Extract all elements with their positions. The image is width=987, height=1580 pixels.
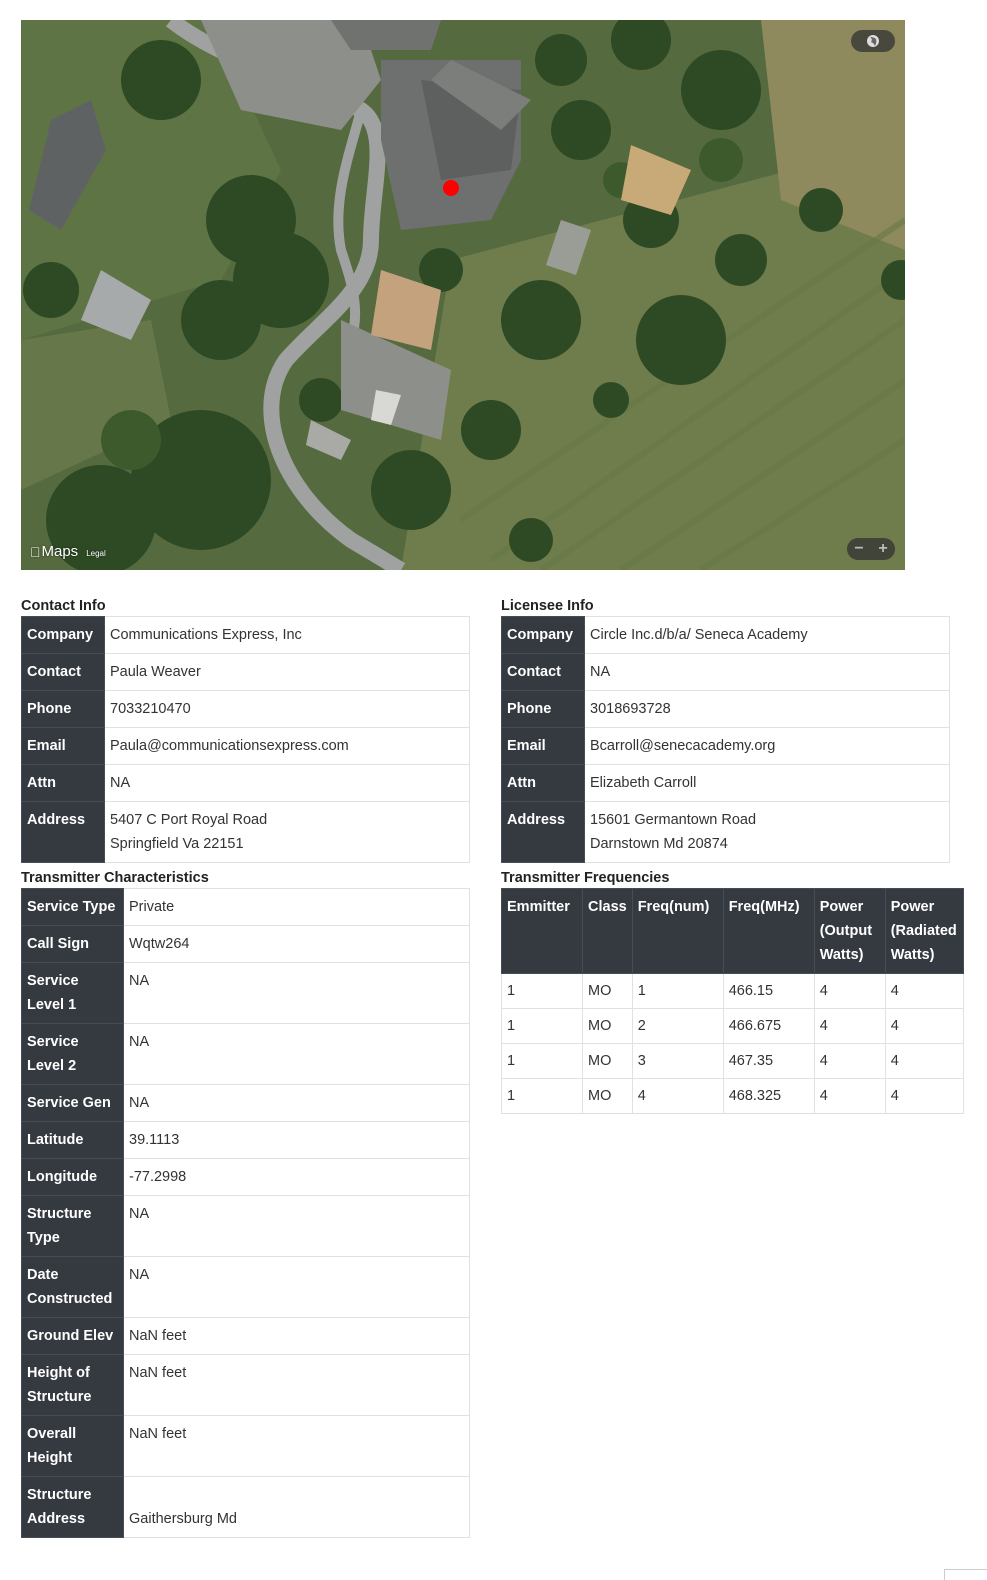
address-value: [105, 802, 470, 863]
row-label: Height of Structure: [22, 1355, 124, 1416]
row-value: NA: [124, 1024, 470, 1085]
table-cell: MO: [583, 1009, 633, 1044]
column-header: Freq(MHz): [723, 889, 814, 974]
row-value: NA: [124, 963, 470, 1024]
table-row: [22, 617, 470, 654]
row-value: 3018693728: [585, 691, 950, 728]
row-value: NaN feet: [124, 1318, 470, 1355]
table-cell: 466.15: [723, 974, 814, 1009]
column-header: Freq(num): [632, 889, 723, 974]
table-row: [22, 1159, 470, 1196]
table-cell: 1: [502, 974, 583, 1009]
row-label: Overall Height: [22, 1416, 124, 1477]
table-row: [22, 1416, 470, 1477]
table-cell: 1: [632, 974, 723, 1009]
row-value: 7033210470: [105, 691, 470, 728]
zoom-controls: [847, 538, 895, 560]
row-label: Email: [22, 728, 105, 765]
zoom-out-button[interactable]: −: [854, 540, 864, 557]
table-row: [502, 765, 950, 802]
table-row: [22, 1122, 470, 1159]
table-row: [22, 1024, 470, 1085]
row-value: NA: [124, 1257, 470, 1318]
address-line-1: 5407 C Port Royal Road: [110, 812, 268, 828]
table-row: [22, 1355, 470, 1416]
row-value: Paula Weaver: [105, 654, 470, 691]
row-label: Service Level 1: [22, 963, 124, 1024]
table-cell: 4: [814, 1044, 885, 1079]
row-value: Wqtw264: [124, 926, 470, 963]
table-row: [502, 802, 950, 863]
table-row: [502, 974, 964, 1009]
row-label: Address: [22, 802, 105, 863]
table-row: [22, 1196, 470, 1257]
row-label: Date Constructed: [22, 1257, 124, 1318]
table-row: [22, 1085, 470, 1122]
table-row: [22, 728, 470, 765]
table-row: [502, 617, 950, 654]
apple-logo-icon: [30, 544, 41, 560]
table-cell: 4: [814, 1009, 885, 1044]
table-row: [22, 654, 470, 691]
row-value: NaN feet: [124, 1416, 470, 1477]
table-row: [502, 728, 950, 765]
row-label: Structure Type: [22, 1196, 124, 1257]
table-header-row: [502, 889, 964, 974]
table-cell: 4: [885, 1009, 963, 1044]
zoom-in-button[interactable]: +: [878, 540, 888, 557]
table-cell: 468.325: [723, 1079, 814, 1114]
transmitter-characteristics-section: [21, 868, 470, 1538]
row-label: Attn: [502, 765, 585, 802]
row-value: NA: [124, 1196, 470, 1257]
column-header: Power (Radiated Watts): [885, 889, 963, 974]
contact-info-section: [21, 596, 470, 863]
table-cell: MO: [583, 974, 633, 1009]
row-label: Address: [502, 802, 585, 863]
table-cell: 3: [632, 1044, 723, 1079]
row-value: Gaithersburg Md: [124, 1477, 470, 1538]
row-value: Communications Express, Inc: [105, 617, 470, 654]
row-value: Circle Inc.d/b/a/ Seneca Academy: [585, 617, 950, 654]
transmitter-frequencies-section: [501, 868, 964, 1114]
column-header: Power (Output Watts): [814, 889, 885, 974]
maps-logo-text: Maps: [31, 543, 68, 560]
table-row: [22, 1257, 470, 1318]
table-row: [502, 1044, 964, 1079]
row-label: Call Sign: [22, 926, 124, 963]
map-type-toggle[interactable]: [851, 30, 895, 52]
row-label: Service Level 2: [22, 1024, 124, 1085]
row-label: Service Gen: [22, 1085, 124, 1122]
table-row: [22, 765, 470, 802]
contact-info-table: [21, 616, 470, 863]
row-value: NA: [105, 765, 470, 802]
table-cell: 2: [632, 1009, 723, 1044]
satellite-imagery: [21, 20, 905, 570]
column-header: Emmitter: [502, 889, 583, 974]
row-value: 39.1113: [124, 1122, 470, 1159]
table-cell: 1: [502, 1079, 583, 1114]
row-label: Contact: [22, 654, 105, 691]
row-value: Elizabeth Carroll: [585, 765, 950, 802]
location-pin[interactable]: [443, 180, 459, 196]
maps-logo: [30, 543, 106, 560]
satellite-map[interactable]: [21, 20, 905, 570]
table-cell: 4: [885, 1044, 963, 1079]
row-label: Structure Address: [22, 1477, 124, 1538]
row-label: Contact: [502, 654, 585, 691]
table-cell: MO: [583, 1044, 633, 1079]
table-cell: MO: [583, 1079, 633, 1114]
legal-link[interactable]: Legal: [75, 549, 96, 558]
table-cell: 466.675: [723, 1009, 814, 1044]
row-label: Email: [502, 728, 585, 765]
column-header: Class: [583, 889, 633, 974]
table-cell: 1: [502, 1044, 583, 1079]
row-label: Company: [502, 617, 585, 654]
row-value: NA: [585, 654, 950, 691]
row-label: Latitude: [22, 1122, 124, 1159]
row-label: Service Type: [22, 889, 124, 926]
table-cell: 467.35: [723, 1044, 814, 1079]
address-line-2: Darnstown Md 20874: [590, 836, 728, 852]
contact-info-title: Contact Info: [21, 598, 106, 614]
licensee-info-section: [501, 596, 950, 863]
address-line-2: Springfield Va 22151: [110, 836, 244, 852]
table-row: [22, 1477, 470, 1538]
table-cell: 4: [814, 974, 885, 1009]
table-row: [22, 963, 470, 1024]
transmitter-characteristics-table: [21, 888, 470, 1538]
table-row: [22, 926, 470, 963]
table-row: [502, 691, 950, 728]
row-value: Private: [124, 889, 470, 926]
table-row: [22, 691, 470, 728]
globe-icon: [866, 34, 880, 48]
row-value: NA: [124, 1085, 470, 1122]
row-label: Company: [22, 617, 105, 654]
row-label: Attn: [22, 765, 105, 802]
table-row: [502, 654, 950, 691]
table-cell: 4: [885, 974, 963, 1009]
row-label: Longitude: [22, 1159, 124, 1196]
table-row: [22, 889, 470, 926]
row-label: Ground Elev: [22, 1318, 124, 1355]
table-row: [22, 1318, 470, 1355]
row-label: Phone: [502, 691, 585, 728]
table-cell: 4: [814, 1079, 885, 1114]
table-row: [22, 802, 470, 863]
transmitter-frequencies-title: Transmitter Frequencies: [501, 870, 670, 886]
licensee-info-title: Licensee Info: [501, 598, 594, 614]
table-row: [502, 1009, 964, 1044]
licensee-info-table: [501, 616, 950, 863]
address-value: [585, 802, 950, 863]
row-label: Phone: [22, 691, 105, 728]
transmitter-frequencies-table: [501, 888, 964, 1114]
page-corner-element: [944, 1569, 987, 1580]
table-cell: 4: [632, 1079, 723, 1114]
row-value: Bcarroll@senecacademy.org: [585, 728, 950, 765]
transmitter-characteristics-title: Transmitter Characteristics: [21, 870, 209, 886]
row-value: NaN feet: [124, 1355, 470, 1416]
row-value: -77.2998: [124, 1159, 470, 1196]
table-cell: 1: [502, 1009, 583, 1044]
row-value: Paula@communicationsexpress.com: [105, 728, 470, 765]
table-cell: 4: [885, 1079, 963, 1114]
address-line-1: 15601 Germantown Road: [590, 812, 757, 828]
table-row: [502, 1079, 964, 1114]
